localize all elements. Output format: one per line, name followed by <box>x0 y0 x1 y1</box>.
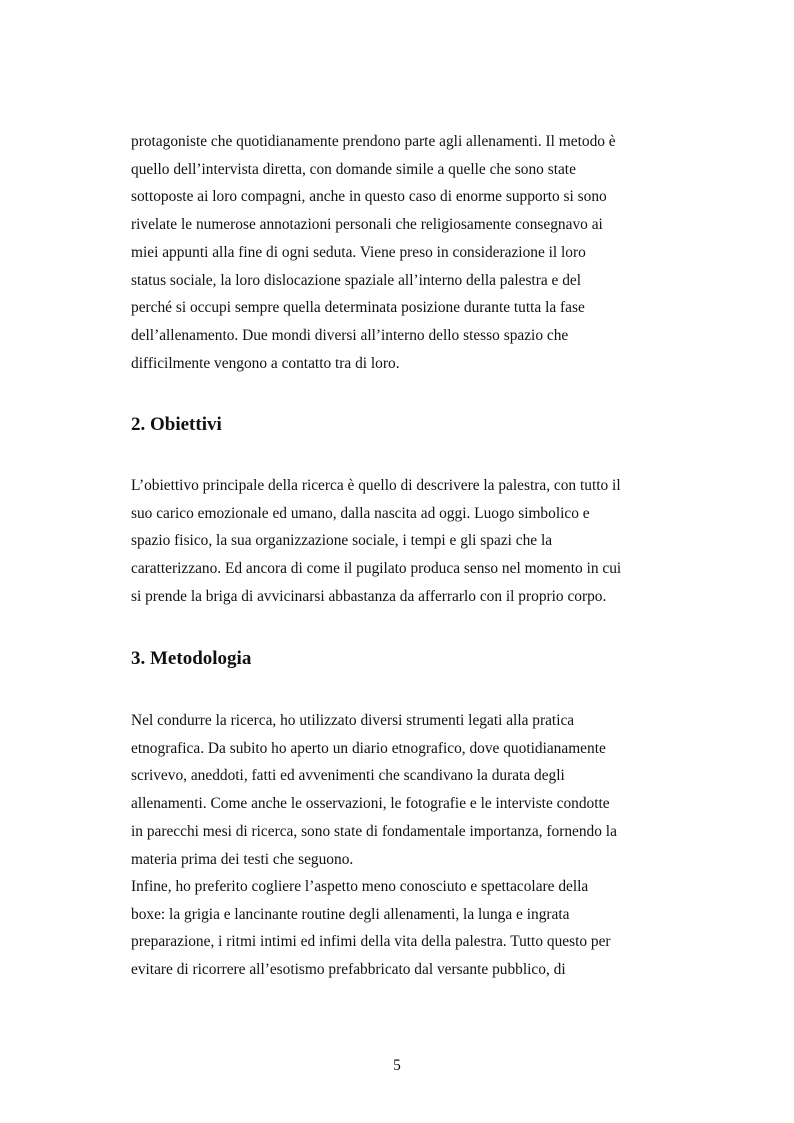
objectives-paragraph: L’obiettivo principale della ricerca è quello di descrivere la palestra, con tutto il suo carico emozionale ed umano, dalla nascita ad oggi. Luogo simbolico e spazio fisico, la sua organizzazione sociale, i tempi e gli spazi che la caratterizzano. Ed ancora di come il pugilato produca senso nel momento in cui si prende la briga di avvicinarsi abbastanza da afferrarlo con il proprio corpo. <box>131 477 622 605</box>
methodology-paragraph-1: Nel condurre la ricerca, ho utilizzato diversi strumenti legati alla pratica etnografica. Da subito ho aperto un diario etnografico, dove quotidianamente scrivevo, aneddoti, fatti ed avvenimenti che scandivano la durata degli allenamenti. Come anche le osservazioni, le fotografie e le interviste condotte in parecchi mesi di ricerca, sono state di fondamentale importanza, fornendo la materia prima dei testi che seguono. <box>131 712 617 868</box>
methodology-paragraph-2: Infine, ho preferito cogliere l’aspetto meno conosciuto e spettacolare della boxe: la grigia e lancinante routine degli allenamenti, la lunga e ingrata preparazione, i ritmi intimi ed infimi della vita della palestra. Tutto questo per evitare di ricorrere all’esotismo prefabbricato dal versante pubblico, di <box>131 878 611 979</box>
section-heading-methodology: 3. Metodologia <box>131 648 252 669</box>
intro-paragraph: protagoniste che quotidianamente prendono parte agli allenamenti. Il metodo è quello dell’intervista diretta, con domande simile a quelle che sono state sottoposte ai loro compagni, anche in questo caso di enorme supporto si sono rivelate le numerose annotazioni personali che religiosamente consegnavo ai miei appunti alla fine di ogni seduta. Viene preso in considerazione il loro status sociale, la loro dislocazione spaziale all’interno della palestra e del perché si occupi sempre quella determinata posizione durante tutta la fase dell’allenamento. Due mondi diversi all’interno dello stesso spazio che difficilmente vengono a contatto tra di loro. <box>131 133 616 372</box>
page-number: 5 <box>393 1057 401 1074</box>
section-heading-objectives: 2. Obiettivi <box>131 414 222 435</box>
